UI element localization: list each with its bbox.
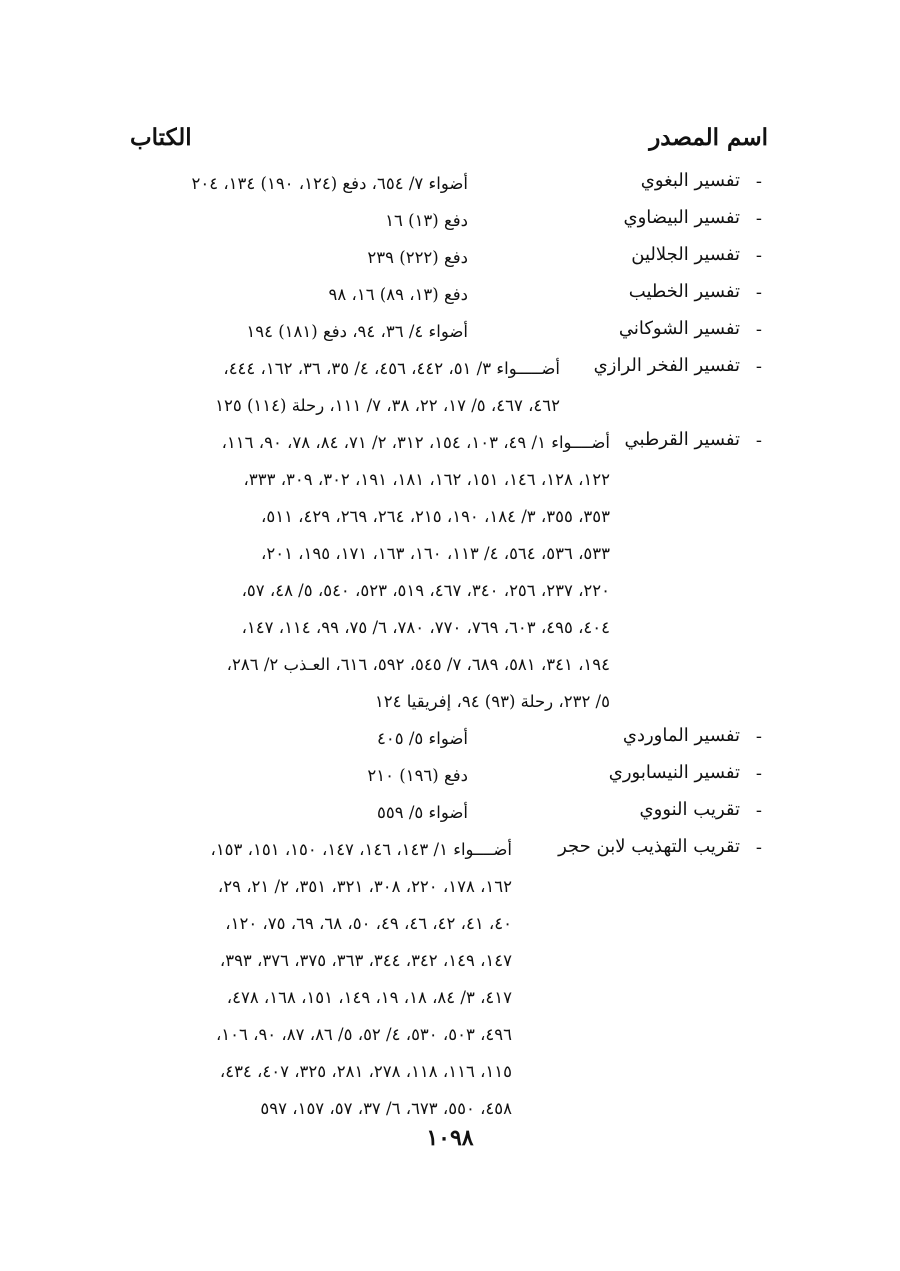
reference-line: ٤٥٨، ٥٥٠، ٦٧٣، ٦/ ٣٧، ٥٧، ١٥٧، ٥٩٧ bbox=[260, 1099, 512, 1118]
index-entry bbox=[0, 313, 900, 350]
reference-line: ٥/ ٢٣٢، رحلة (٩٣) ٩٤، إفريقيا ١٢٤ bbox=[374, 692, 610, 711]
reference-line: ٤٠، ٤١، ٤٢، ٤٦، ٤٩، ٥٠، ٦٨، ٦٩، ٧٥، ١٢٠، bbox=[225, 914, 512, 933]
reference-line: أضواء ٤/ ٣٦، ٩٤، دفع (١٨١) ١٩٤ bbox=[246, 322, 468, 341]
entry-dash: - bbox=[755, 726, 762, 747]
reference-line: ٣٥٣، ٣٥٥، ٣/ ١٨٤، ١٩٠، ٢١٥، ٢٦٤، ٢٦٩، ٤٢٩، ٥١١، bbox=[261, 507, 610, 526]
entry-source-title: تقريب النووي bbox=[639, 799, 740, 820]
entry-dash: - bbox=[755, 800, 762, 821]
index-entry bbox=[0, 276, 900, 313]
index-entry bbox=[0, 794, 900, 831]
reference-line: ١١٥، ١١٦، ١١٨، ٢٧٨، ٢٨١، ٣٢٥، ٤٠٧، ٤٣٤، bbox=[219, 1062, 512, 1081]
index-entry bbox=[0, 424, 900, 720]
entry-dash: - bbox=[755, 837, 762, 858]
reference-line: ٢٢٠، ٢٣٧، ٢٥٦، ٣٤٠، ٤٦٧، ٥١٩، ٥٢٣، ٥٤٠، ٥/ ٤٨، ٥٧، bbox=[241, 581, 610, 600]
reference-line: أضــــواء ١/ ٤٩، ١٠٣، ١٥٤، ٣١٢، ٢/ ٧١، ٨٤، ٧٨، ٩٠، ١١٦، bbox=[221, 433, 610, 452]
entry-dash: - bbox=[755, 356, 762, 377]
entry-source-title: تفسير الفخر الرازي bbox=[593, 355, 740, 376]
index-entry bbox=[0, 757, 900, 794]
entry-dash: - bbox=[755, 319, 762, 340]
entry-references bbox=[130, 239, 468, 276]
entry-dash: - bbox=[755, 763, 762, 784]
entry-source-title: تفسير النيسابوري bbox=[608, 762, 740, 783]
entry-dash: - bbox=[755, 245, 762, 266]
entry-dash: - bbox=[755, 430, 762, 451]
entry-references bbox=[130, 202, 468, 239]
entry-source-title: تفسير البيضاوي bbox=[623, 207, 740, 228]
entry-source-title: تقريب التهذيب لابن حجر bbox=[558, 836, 740, 857]
reference-line: ١٦٢، ١٧٨، ٢٢٠، ٣٠٨، ٣٢١، ٣٥١، ٢/ ٢١، ٢٩، bbox=[217, 877, 512, 896]
reference-line: ٥٣٣، ٥٣٦، ٥٦٤، ٤/ ١١٣، ١٦٠، ١٦٣، ١٧١، ١٩٥، ٢٠١، bbox=[261, 544, 610, 563]
entry-dash: - bbox=[755, 282, 762, 303]
index-entry bbox=[0, 239, 900, 276]
entry-source-title: تفسير الجلالين bbox=[631, 244, 740, 265]
index-entry bbox=[0, 202, 900, 239]
reference-line: أضواء ٧/ ٦٥٤، دفع (١٢٤، ١٩٠) ١٣٤، ٢٠٤ bbox=[191, 174, 468, 193]
page-number: ١٠٩٨ bbox=[426, 1125, 474, 1151]
reference-line: أضواء ٥/ ٥٥٩ bbox=[377, 803, 468, 822]
reference-line: دفع (١٩٦) ٢١٠ bbox=[367, 766, 468, 785]
index-entry bbox=[0, 350, 900, 424]
column-header-book: الكتاب bbox=[130, 124, 192, 151]
reference-line: أضواء ٥/ ٤٠٥ bbox=[377, 729, 468, 748]
reference-line: أضـــــواء ٣/ ٥١، ٤٤٢، ٤٥٦، ٤/ ٣٥، ٣٦، ١٦٢، ٤٤٤، bbox=[223, 359, 560, 378]
column-header-source: اسم المصدر bbox=[649, 124, 768, 151]
reference-line: دفع (٢٢٢) ٢٣٩ bbox=[367, 248, 468, 267]
reference-line: ٤٠٤، ٤٩٥، ٦٠٣، ٧٦٩، ٧٧٠، ٧٨٠، ٦/ ٧٥، ٩٩، ١١٤، ١٤٧، bbox=[241, 618, 610, 637]
entry-source-title: تفسير الخطيب bbox=[628, 281, 740, 302]
reference-line: ١٤٧، ١٤٩، ٣٤٢، ٣٤٤، ٣٦٣، ٣٧٥، ٣٧٦، ٣٩٣، bbox=[219, 951, 512, 970]
entry-references bbox=[130, 350, 560, 424]
entry-references bbox=[130, 757, 468, 794]
reference-line: ١٩٤، ٣٤١، ٥٨١، ٦٨٩، ٧/ ٥٤٥، ٥٩٢، ٦١٦، العـذب ٢/ ٢٨٦، bbox=[226, 655, 610, 674]
index-entry bbox=[0, 165, 900, 202]
reference-line: ٤١٧، ٣/ ٨٤، ١٨، ١٩، ١٤٩، ١٥١، ١٦٨، ٤٧٨، bbox=[226, 988, 512, 1007]
entry-source-title: تفسير القرطبي bbox=[624, 429, 740, 450]
index-entry bbox=[0, 720, 900, 757]
reference-line: ١٢٢، ١٢٨، ١٤٦، ١٥١، ١٦٢، ١٨١، ١٩١، ٣٠٢، ٣٠٩، ٣٣٣، bbox=[243, 470, 610, 489]
reference-line: ٤٦٢، ٤٦٧، ٥/ ١٧، ٢٢، ٣٨، ٧/ ١١١، رحلة (١١٤) ١٢٥ bbox=[215, 396, 560, 415]
entry-references bbox=[130, 794, 468, 831]
reference-line: دفع (١٣) ١٦ bbox=[385, 211, 468, 230]
entry-references bbox=[130, 831, 512, 1127]
entry-dash: - bbox=[755, 208, 762, 229]
entry-references bbox=[130, 424, 610, 720]
entry-source-title: تفسير البغوي bbox=[640, 170, 740, 191]
entry-references bbox=[130, 313, 468, 350]
reference-line: ٤٩٦، ٥٠٣، ٥٣٠، ٤/ ٥٢، ٥/ ٨٦، ٨٧، ٩٠، ١٠٦، bbox=[215, 1025, 512, 1044]
reference-line: أضــــواء ١/ ١٤٣، ١٤٦، ١٤٧، ١٥٠، ١٥١، ١٥٣، bbox=[210, 840, 512, 859]
entry-dash: - bbox=[755, 171, 762, 192]
index-entry bbox=[0, 831, 900, 1127]
entry-source-title: تفسير الشوكاني bbox=[618, 318, 740, 339]
entry-references bbox=[130, 720, 468, 757]
entry-source-title: تفسير الماوردي bbox=[622, 725, 740, 746]
reference-line: دفع (١٣، ٨٩) ١٦، ٩٨ bbox=[328, 285, 468, 304]
entry-references bbox=[130, 276, 468, 313]
entry-references bbox=[130, 165, 468, 202]
